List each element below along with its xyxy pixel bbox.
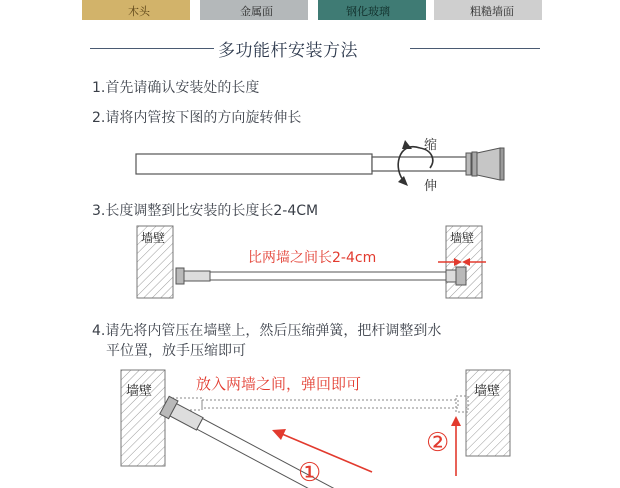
material-label-wood: 木头 — [128, 5, 150, 18]
wall-right-label: 墙壁 — [450, 231, 475, 245]
material-label-rough-wall: 粗糙墙面 — [470, 5, 514, 18]
step-1-text: 1.首先请确认安装处的长度 — [92, 80, 260, 96]
up-arrow-icon — [451, 416, 461, 476]
step-4-text-line2: 平位置，放手压缩即可 — [106, 343, 246, 359]
wall-right-2-label: 墙壁 — [474, 384, 501, 399]
extend-label: 伸 — [424, 179, 438, 194]
step-4-text-line1: 4.请先将内管压在墙壁上，然后压缩弹簧，把杆调整到水 — [92, 323, 442, 339]
step-3-text: 3.长度调整到比安装的长度长2-4CM — [92, 203, 319, 219]
step-mark-2: ② — [426, 428, 450, 458]
wall-left-2-label: 墙壁 — [126, 384, 153, 399]
tilted-rod — [160, 396, 408, 488]
section-heading: 多功能杆安装方法 — [218, 41, 358, 61]
insert-note: 放入两墙之间，弹回即可 — [196, 375, 362, 393]
material-label-glass: 钢化玻璃 — [346, 5, 390, 18]
step-2-text: 2.请将内管按下图的方向旋转伸长 — [92, 110, 302, 126]
step-mark-1: ① — [298, 458, 322, 488]
material-label-metal: 金属面 — [240, 5, 273, 18]
shrink-label: 缩 — [424, 138, 438, 153]
dotted-rod-target — [172, 396, 468, 412]
wall-left-label: 墙壁 — [141, 231, 166, 245]
length-note: 比两墙之间长2-4cm — [248, 250, 377, 266]
